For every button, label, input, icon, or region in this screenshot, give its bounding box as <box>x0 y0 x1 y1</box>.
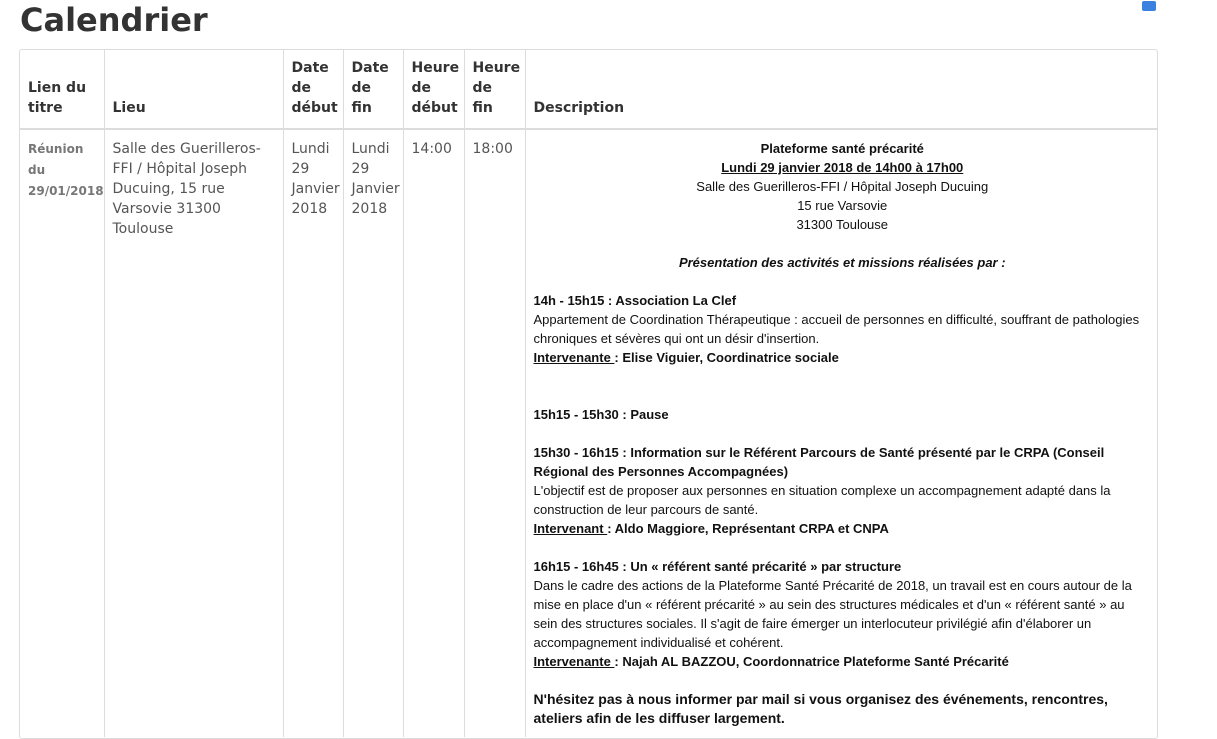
calendar-table <box>19 49 1158 739</box>
cell-end-date: Lundi 29 Janvier 2018 <box>343 129 403 737</box>
session-4-title: 16h15 - 16h45 : Un « référent santé précarité » par structure <box>533 559 902 574</box>
header-start-time[interactable]: Heure de début <box>403 50 464 129</box>
description-intro: Présentation des activités et missions réalisées par : <box>678 255 1006 270</box>
table-header-row <box>20 50 1158 129</box>
cell-start-date: Lundi 29 Janvier 2018 <box>283 129 343 737</box>
cell-title-link <box>20 129 104 737</box>
session-4-text: Dans le cadre des actions de la Plateforme Santé Précarité de 2018, un travail est en cours autour de la mise en place d'un « référent précarité » au sein des structures médicales et d'un « référent santé » au sein des structures sociales. Il s'agit de faire émerger un interlocuteur privilégié afin d'élaborer un accompagnement individualisé et cohérent. <box>533 578 1132 650</box>
header-location[interactable]: Lieu <box>104 50 283 129</box>
description-date: Lundi 29 janvier 2018 de 14h00 à 17h00 <box>721 160 964 175</box>
header-end-time[interactable]: Heure de fin <box>464 50 525 129</box>
cell-end-time: 18:00 <box>464 129 525 737</box>
cell-start-time: 14:00 <box>403 129 464 737</box>
description-closing: N'hésitez pas à nous informer par mail si vous organisez des événements, rencontres, ateliers afin de les diffuser largement. <box>533 691 1108 726</box>
event-title-link[interactable]: Réunion du 29/01/2018 <box>28 142 104 198</box>
session-1-text: Appartement de Coordination Thérapeutique : accueil de personnes en difficulté, souffrant de pathologies chroniques et sévères qui ont un désir d'insertion. <box>533 312 1140 346</box>
description-venue: Salle des Guerilleros-FFI / Hôpital Joseph Ducuing <box>696 179 989 194</box>
description-street: 15 rue Varsovie <box>797 198 888 213</box>
description-heading: Plateforme santé précarité <box>760 141 924 156</box>
session-3-speaker-name: : Aldo Maggiore, Représentant CRPA et CNPA <box>607 521 889 536</box>
header-start-date[interactable]: Date de début <box>283 50 343 129</box>
session-3-text: L'objectif est de proposer aux personnes en situation complexe un accompagnement adapté dans la construction de leur parcours de santé. <box>533 483 1111 517</box>
session-1-speaker <box>534 348 1152 367</box>
session-1-title: 14h - 15h15 : Association La Clef <box>533 293 737 308</box>
corner-widget-icon[interactable] <box>1142 1 1156 11</box>
session-4-speaker <box>534 652 1152 671</box>
table-row <box>20 129 1158 737</box>
session-3-speaker <box>534 519 1152 538</box>
session-2-title: 15h15 - 15h30 : Pause <box>533 407 669 422</box>
session-4-speaker-name: : Najah AL BAZZOU, Coordonnatrice Plateforme Santé Précarité <box>614 654 1009 669</box>
session-1-speaker-label: Intervenante <box>533 350 615 365</box>
header-title-link[interactable]: Lien du titre <box>20 50 104 129</box>
session-3-title: 15h30 - 16h15 : Information sur le Référent Parcours de Santé présenté par le CRPA (Conseil Régional des Personnes Accompagnées) <box>533 445 1105 479</box>
page-title: Calendrier <box>20 1 208 39</box>
cell-location: Salle des Guerilleros-FFI / Hôpital Joseph Ducuing, 15 rue Varsovie 31300 Toulouse <box>104 129 283 737</box>
session-1-speaker-name: : Elise Viguier, Coordinatrice sociale <box>614 350 839 365</box>
header-description[interactable]: Description <box>525 50 1158 129</box>
header-end-date[interactable]: Date de fin <box>343 50 403 129</box>
cell-description <box>525 129 1158 737</box>
description-city: 31300 Toulouse <box>796 217 889 232</box>
session-4-speaker-label: Intervenante <box>533 654 615 669</box>
session-3-speaker-label: Intervenant <box>533 521 608 536</box>
